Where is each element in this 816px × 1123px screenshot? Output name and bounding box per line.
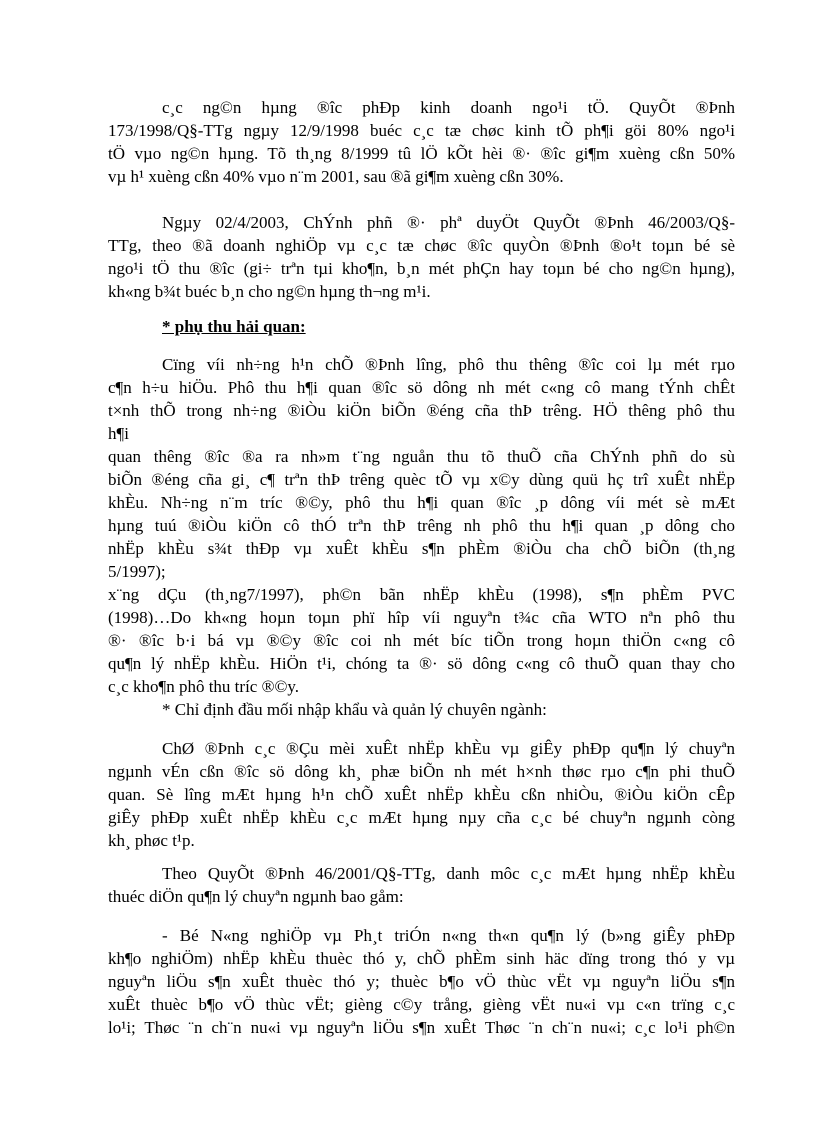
text-line: kh¸ phøc t¹p. bbox=[108, 831, 195, 850]
paragraph-decision-46-2001 bbox=[108, 862, 735, 908]
paragraph-ministry-agriculture bbox=[108, 924, 735, 1039]
text-line: xuÊt thuèc b¶o vÖ thùc vËt; gièng c©y trång, gièng vËt nu«i vµ c«n trïng c¸c bbox=[108, 995, 735, 1014]
text-line: khÈu. Nh÷ng n¨m tríc ®©y, phô thu h¶i quan ®îc ¸p dông víi mét sè mÆt bbox=[108, 493, 735, 512]
text-line: c¸c ng©n hµng ®îc phÐp kinh doanh ngo¹i tÖ. QuyÕt ®Þnh bbox=[162, 98, 735, 117]
text-line: ChØ ®Þnh c¸c ®Çu mèi xuÊt nhËp khÈu vµ giÊy phÐp qu¶n lý chuyªn bbox=[162, 739, 735, 758]
text-line: x¨ng dÇu (th¸ng7/1997), ph©n bãn nhËp khÈu (1998), s¶n phÈm PVC bbox=[108, 585, 735, 604]
text-line: - Bé N«ng nghiÖp vµ Ph¸t triÓn n«ng th«n qu¶n lý (b»ng giÊy phÐp bbox=[162, 926, 735, 945]
section-heading-focal-points: * Chỉ định đầu mối nhập khẩu và quản lý chuyên ngành: bbox=[162, 700, 547, 719]
text-line: TTg, theo ®ã doanh nghiÖp vµ c¸c tæ chøc ®îc quyÒn ®Þnh ®o¹t toµn bé sè bbox=[108, 236, 735, 255]
section-heading-customs-surcharge: * phụ thu hải quan: bbox=[162, 317, 306, 336]
paragraph-import-licenses bbox=[108, 737, 735, 852]
text-line: ngµnh vÉn cßn ®îc sö dông kh¸ phæ biÕn nh mét h×nh thøc rµo c¶n phi thuÕ bbox=[108, 762, 735, 781]
paragraph-exchange-surrender bbox=[108, 96, 735, 188]
paragraph-decision-46-2003 bbox=[108, 211, 735, 303]
text-line: Ngµy 02/4/2003, ChÝnh phñ ®· phª duyÖt QuyÕt ®Þnh 46/2003/Q§- bbox=[162, 213, 735, 232]
text-line: vµ h¹ xuèng cßn 40% vµo n¨m 2001, sau ®ã gi¶m xuèng cßn 30%. bbox=[108, 167, 564, 186]
text-line: t×nh thÕ trong nh÷ng ®iÒu kiÖn biÕn ®éng cña thÞ trêng. HÖ thêng phô thu bbox=[108, 401, 735, 420]
text-line: Cïng víi nh÷ng h¹n chÕ ®Þnh lîng, phô thu thêng ®îc coi lµ mét rµo bbox=[162, 355, 735, 374]
text-line: quan. Sè lîng mÆt hµng h¹n chÕ xuÊt nhËp khÈu cßn nhiÒu, ®iÒu kiÖn cÊp bbox=[108, 785, 735, 804]
text-line: kh¶o nghiÖm) nhËp khÈu thuèc thó y, chÕ phÈm sinh häc dïng trong thó y vµ bbox=[108, 949, 735, 968]
paragraph-customs-surcharge bbox=[108, 353, 735, 698]
text-line: biÕn ®éng cña gi¸ c¶ trªn thÞ trêng quèc tÕ vµ x©y dùng quü hç trî xuÊt nhËp bbox=[108, 470, 735, 489]
text-line: kh«ng b¾t buéc b¸n cho ng©n hµng th¬ng m¹i. bbox=[108, 282, 431, 301]
text-line: c¸c kho¶n phô thu tríc ®©y. bbox=[108, 677, 300, 696]
text-line: hµng tuú ®iÒu kiÖn cô thÓ trªn thÞ trêng nh phô thu h¶i quan ¸p dông cho bbox=[108, 516, 735, 535]
text-line: giÊy phÐp xuÊt nhËp khÈu c¸c mÆt hµng nµy cña c¸c bé chuyªn ngµnh còng bbox=[108, 808, 735, 827]
text-line: nhËp khÈu s¾t thÐp vµ xuÊt khÈu s¶n phÈm ®iÒu cha chÕ biÕn (th¸ng bbox=[108, 539, 735, 558]
text-line: qu¶n lý nhËp khÈu. HiÖn t¹i, chóng ta ®· sö dông c«ng cô thuÕ quan thay cho bbox=[108, 654, 735, 673]
text-line: (1998)…Do kh«ng hoµn toµn phï hîp víi nguyªn t¾c cña WTO nªn phô thu bbox=[108, 608, 735, 627]
text-line: Theo QuyÕt ®Þnh 46/2001/Q§-TTg, danh môc c¸c mÆt hµng nhËp khÈu bbox=[162, 864, 735, 883]
text-line: tÖ vµo ng©n hµng. Tõ th¸ng 8/1999 tû lÖ kÕt hèi ®· ®îc gi¶m xuèng cßn 50% bbox=[108, 144, 735, 163]
text-line: 5/1997); bbox=[108, 562, 166, 581]
text-line: nguyªn liÖu s¶n xuÊt thuèc thó y; thuèc b¶o vÖ thùc vËt vµ nguyªn liÖu s¶n bbox=[108, 972, 735, 991]
text-line: quan thêng ®îc ®a ra nh»m t¨ng nguån thu tõ thuÕ cña ChÝnh phñ do sù bbox=[108, 447, 735, 466]
text-line: 173/1998/Q§-TTg ngµy 12/9/1998 buéc c¸c tæ chøc kinh tÕ ph¶i göi 80% ngo¹i bbox=[108, 121, 735, 140]
text-line: ngo¹i tÖ thu ®îc (gi÷ trªn tµi kho¶n, b¸n mét phÇn hay toµn bé cho ng©n hµng), bbox=[108, 259, 735, 278]
text-line: h¶i bbox=[108, 424, 129, 443]
text-line: thuéc diÖn qu¶n lý chuyªn ngµnh bao gåm: bbox=[108, 887, 404, 906]
text-line: ®· ®îc b·i bá vµ ®©y ®îc coi nh mét bíc tiÕn trong hoµn thiÖn c«ng cô bbox=[108, 631, 735, 650]
text-line: c¶n h÷u hiÖu. Phô thu h¶i quan ®îc sö dông nh mét c«ng cô mang tÝnh chÊt bbox=[108, 378, 735, 397]
text-line: lo¹i; Thøc ¨n ch¨n nu«i vµ nguyªn liÖu s¶n xuÊt Thøc ¨n ch¨n nu«i; c¸c lo¹i ph©n bbox=[108, 1018, 735, 1037]
